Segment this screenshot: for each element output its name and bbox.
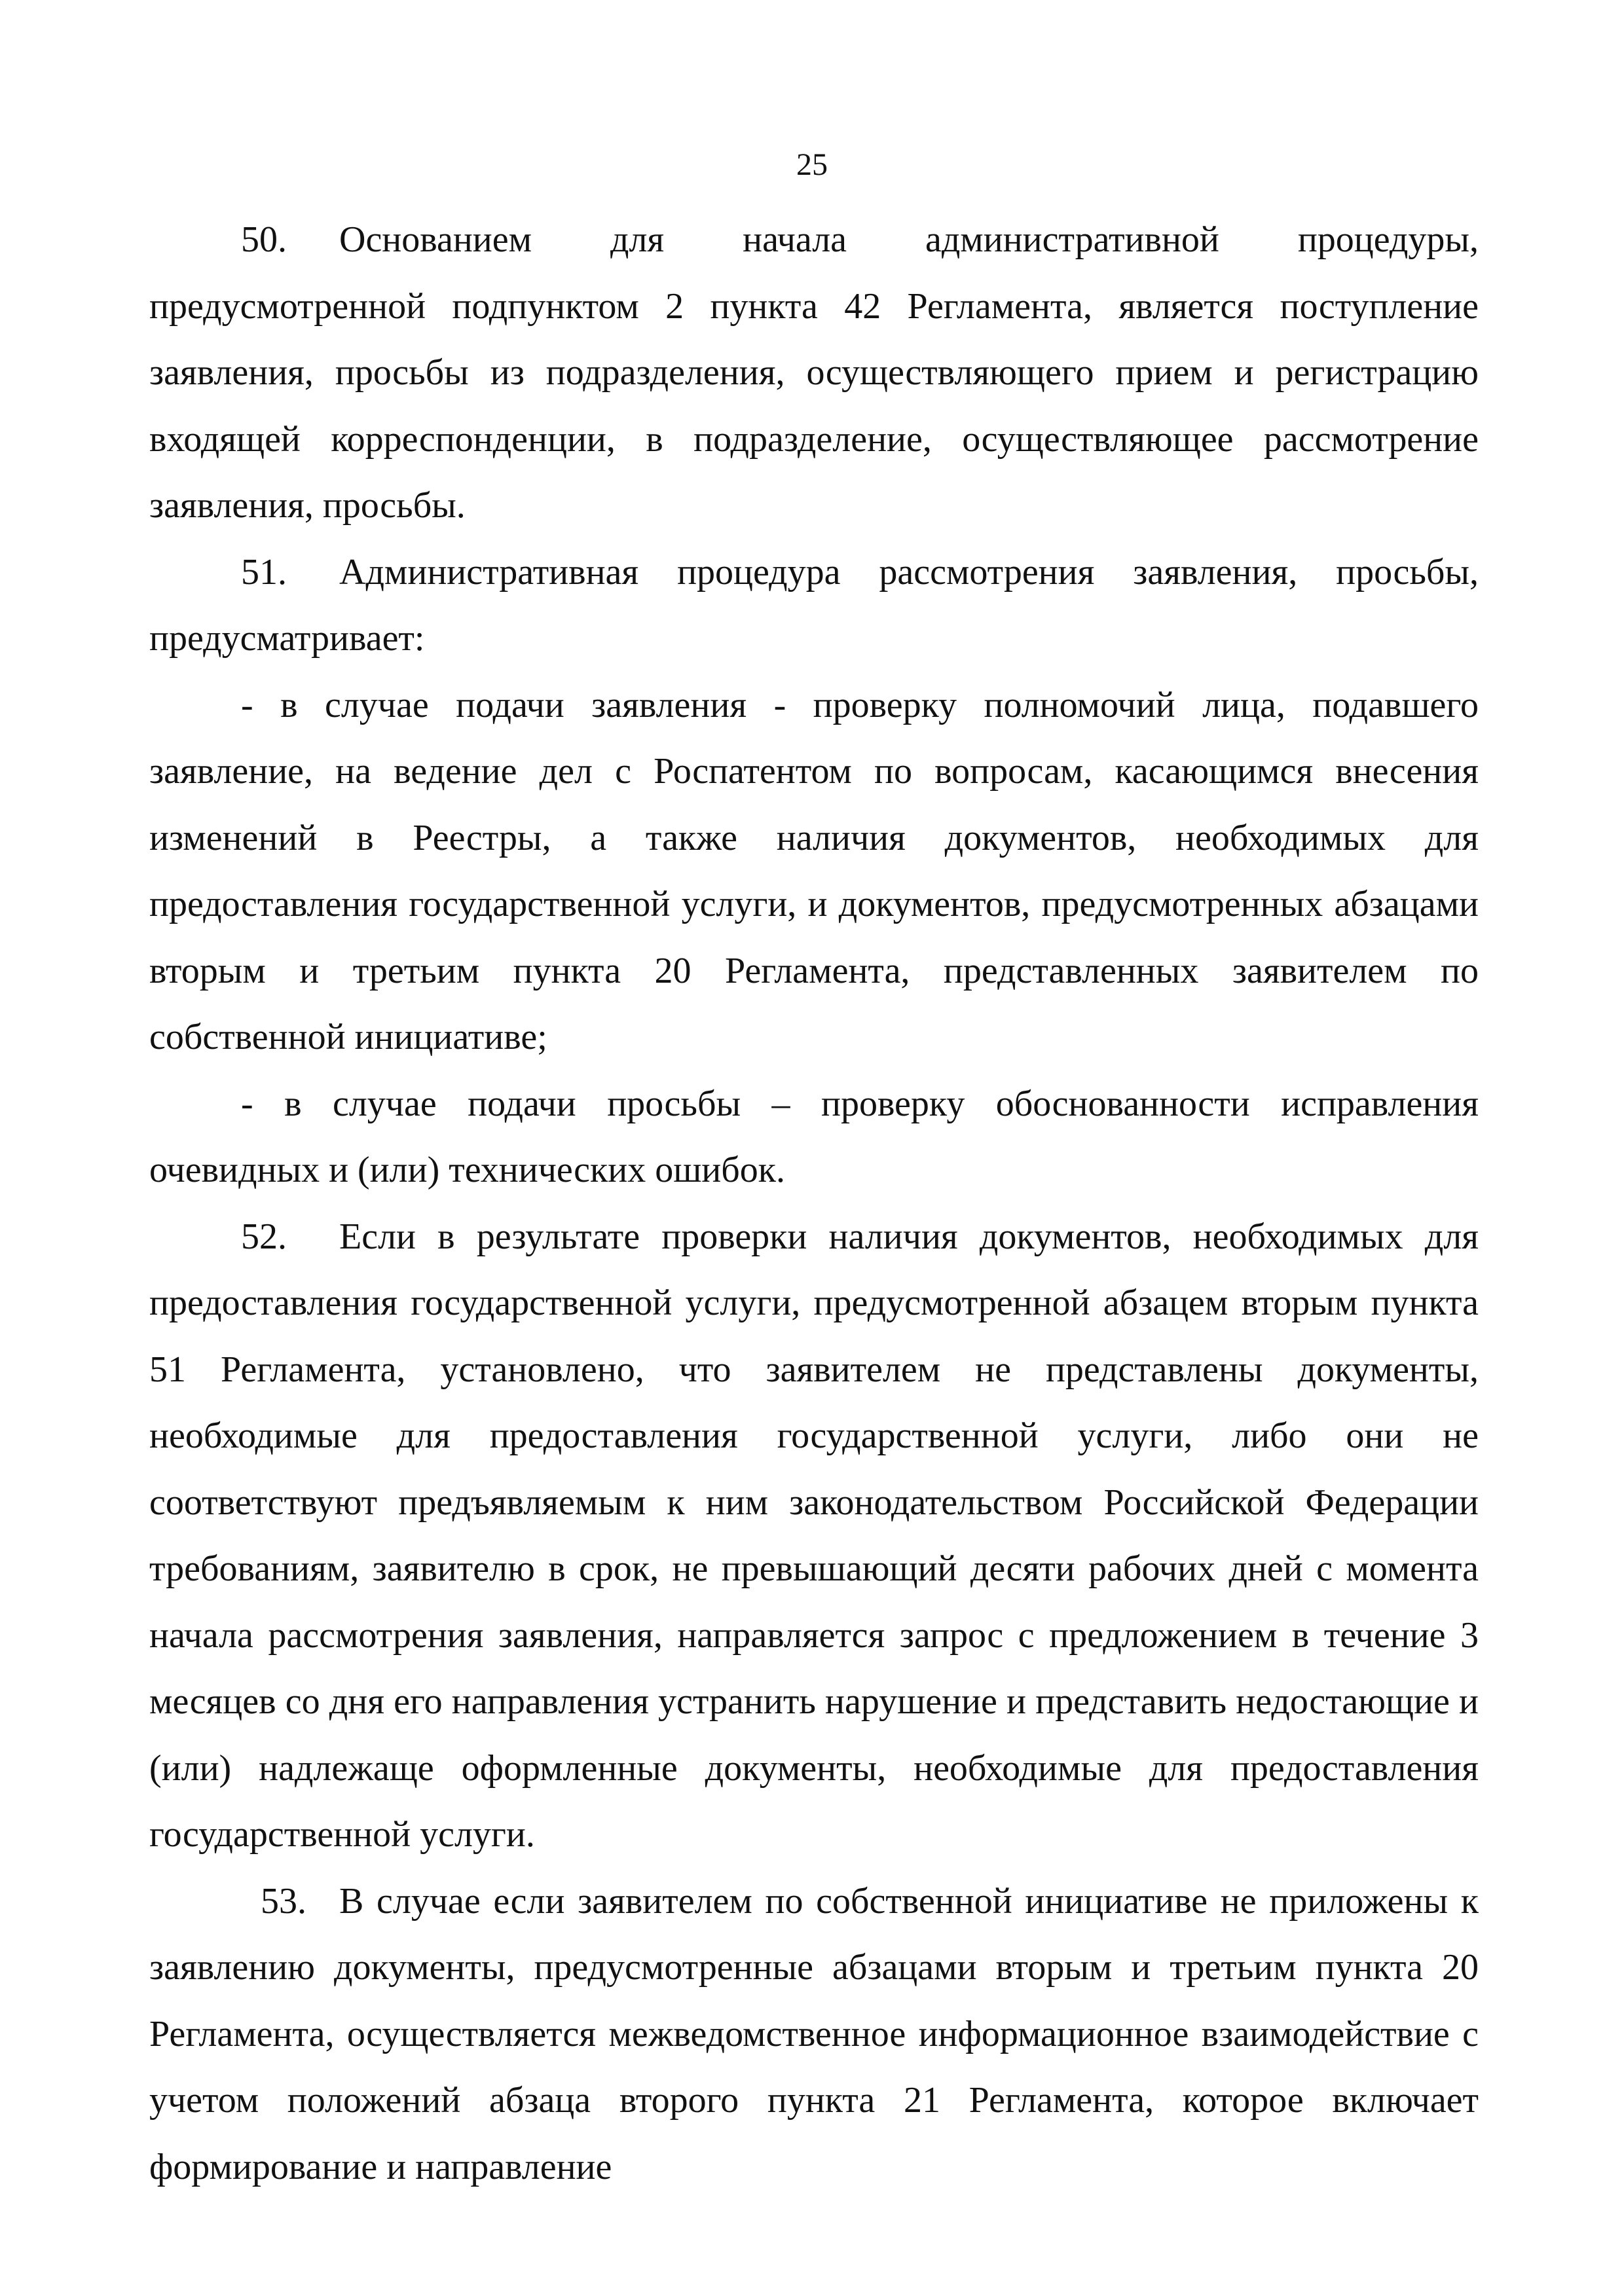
paragraph-number: 53. (261, 1880, 306, 1922)
paragraph-53 (149, 1868, 1479, 2201)
page-number: 25 (796, 147, 828, 182)
list-item-text: - в случае подачи заявления - проверку полномочий лица, подавшего заявление, на ведение дел с Роспатентом по вопросам, касающимся внесения изменений в Реестры, а также наличия документов, необходимых для предоставления государственной услуги, и документов, предусмотренных абзацами вторым и третьим пункта 20 Регламента, представленных заявителем по собственной инициативе; (149, 684, 1479, 1057)
paragraph-number: 52. (241, 1216, 287, 1257)
paragraph-text: Если в результате проверки наличия документов, необходимых для предоставления государственной услуги, предусмотренной абзацем вторым пункта 51 Регламента, установлено, что заявителем не представлены документы, необходимые для предоставления государственной услуги, либо они не соответствуют предъявляемым к ним законодательством Российской Федерации требованиям, заявителю в срок, не превышающий десяти рабочих дней с момента начала рассмотрения заявления, направляется запрос с предложением в течение 3 месяцев со дня его направления устранить нарушение и представить недостающие и (или) надлежаще оформленные документы, необходимые для предоставления государственной услуги. (149, 1216, 1479, 1855)
document-body (149, 207, 1479, 2200)
list-item-request-check (149, 1071, 1479, 1204)
list-item-application-check (149, 672, 1479, 1071)
list-item-text: - в случае подачи просьбы – проверку обоснованности исправления очевидных и (или) технических ошибок. (149, 1083, 1479, 1190)
paragraph-text: Административная процедура рассмотрения заявления, просьбы, предусматривает: (149, 551, 1479, 659)
paragraph-text: В случае если заявителем по собственной инициативе не приложены к заявлению документы, предусмотренные абзацами вторым и третьим пункта 20 Регламента, осуществляется межведомственное информационное взаимодействие с учетом положений абзаца второго пункта 21 Регламента, которое включает формирование и направление (149, 1880, 1479, 2187)
paragraph-text: Основанием для начала административной процедуры, предусмотренной подпунктом 2 пункта 42 Регламента, является поступление заявления, просьбы из подразделения, осуществляющего прием и регистрацию входящей корреспонденции, в подразделение, осуществляющее рассмотрение заявления, просьбы. (149, 219, 1479, 526)
paragraph-51 (149, 539, 1479, 672)
paragraph-number: 50. (241, 219, 287, 260)
paragraph-number: 51. (241, 551, 287, 592)
paragraph-52 (149, 1204, 1479, 1868)
paragraph-50 (149, 207, 1479, 539)
